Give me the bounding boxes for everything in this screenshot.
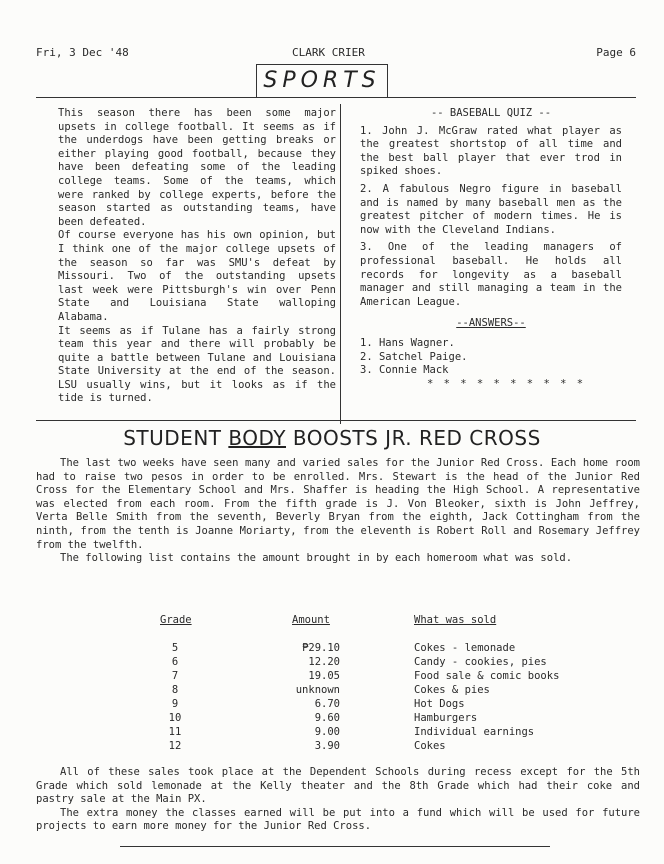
table-row bbox=[160, 642, 560, 656]
section-title: SPORTS bbox=[263, 68, 381, 93]
cell-what-sold: Cokes - lemonade bbox=[414, 642, 516, 654]
cell-amount: ₱29.10 bbox=[302, 642, 340, 654]
cell-what-sold: Candy - cookies, pies bbox=[414, 656, 547, 668]
table-header bbox=[160, 614, 560, 642]
cell-amount: 19.05 bbox=[308, 670, 340, 682]
answers-title: --ANSWERS-- bbox=[456, 317, 526, 330]
closing-text bbox=[36, 766, 640, 834]
sports-heading-box bbox=[256, 64, 388, 98]
cell-what-sold: Individual earnings bbox=[414, 726, 535, 738]
headline-part: BODY bbox=[228, 426, 286, 450]
header-rule-left bbox=[36, 97, 256, 98]
headline-part: BOOSTS JR. RED CROSS bbox=[286, 426, 541, 450]
answers-list bbox=[360, 337, 622, 378]
answer-item: 3. Connie Mack bbox=[360, 364, 449, 377]
headline-part: STUDENT bbox=[123, 426, 229, 450]
answer-item: 2. Satchel Paige. bbox=[360, 350, 468, 363]
cell-grade: 6 bbox=[171, 656, 179, 668]
cell-amount: 9.00 bbox=[314, 726, 340, 738]
cell-grade: 9 bbox=[171, 698, 179, 710]
cell-what-sold: Cokes bbox=[414, 740, 446, 752]
cell-amount: 6.70 bbox=[314, 698, 340, 710]
header-rule-right bbox=[388, 97, 636, 98]
table-body bbox=[160, 642, 560, 754]
bottom-rule bbox=[120, 846, 550, 847]
cell-amount: unknown bbox=[295, 684, 340, 696]
cell-grade: 12 bbox=[168, 740, 182, 752]
cell-what-sold: Hot Dogs bbox=[414, 698, 465, 710]
issue-date: Fri, 3 Dec '48 bbox=[36, 46, 129, 59]
table-row bbox=[160, 740, 560, 754]
header-amount: Amount bbox=[292, 614, 330, 626]
sales-table bbox=[160, 614, 560, 754]
masthead bbox=[36, 46, 636, 62]
cell-amount: 9.60 bbox=[314, 712, 340, 724]
paper-name: CLARK CRIER bbox=[292, 46, 365, 59]
cell-grade: 11 bbox=[168, 726, 182, 738]
table-row bbox=[160, 698, 560, 712]
table-row bbox=[160, 670, 560, 684]
cell-what-sold: Cokes & pies bbox=[414, 684, 490, 696]
quiz-question: 2. A fabulous Negro figure in baseball and is named by many baseball men as the greatest pitcher of modern times. He is now with the Cleveland Indians. bbox=[360, 182, 622, 236]
table-row bbox=[160, 712, 560, 726]
closing-paragraph: The extra money the classes earned will be put into a fund which will be used for future projects to earn more money for the Junior Red Cross. bbox=[36, 806, 640, 833]
header-what-sold: What was sold bbox=[414, 614, 497, 626]
cell-grade: 7 bbox=[171, 670, 179, 682]
red-cross-article bbox=[36, 457, 640, 566]
football-paragraph: It seems as if Tulane has a fairly strong team this year and there will probably be quite a battle between Tulane and Louisiana State University at the end of the season. LSU usually wins, but it looks as if the tide is turned. bbox=[58, 324, 336, 405]
closing-paragraph: All of these sales took place at the Dependent Schools during recess except for the 5th Grade which sold lemonade at the Kelly theater and the 8th Grade which had their coke and pastry sale at the Main PX. bbox=[36, 766, 640, 806]
article-paragraph: The last two weeks have seen many and varied sales for the Junior Red Cross. Each home room had to raise two pesos in order to be enrolled. Mrs. Stewart is the head of the Junior Red Cross for the Elementary School and Mrs. Shaffer is heading the High School. A representative was elected from each room. From the fifth grade is J. Von Bleoker, sixth is John Jeffrey, Verta Belle Smith from the seventh, Beverly Bryan from the eighth, Jack Cottingham from the ninth, from the tenth is Joanne Moriarty, from the eleventh is Robert Roll and Rosemary Jeffrey from the twelfth. bbox=[36, 457, 640, 551]
cell-what-sold: Hamburgers bbox=[414, 712, 478, 724]
football-paragraph: Of course everyone has his own opinion, but I think one of the major college upsets of the season so far was SMU's defeat by Missouri. Two of the outstanding upsets last week were Pittsburgh's win over Penn State and Louisiana State walloping Alabama. bbox=[58, 229, 336, 323]
article-paragraph: The following list contains the amount brought in by each homeroom what was sold. bbox=[60, 552, 573, 565]
table-row bbox=[160, 656, 560, 670]
cell-amount: 12.20 bbox=[308, 656, 340, 668]
table-row bbox=[160, 684, 560, 698]
header-grade: Grade bbox=[160, 614, 192, 626]
quiz-title: -- BASEBALL QUIZ -- bbox=[430, 107, 552, 119]
football-article bbox=[58, 107, 336, 406]
cell-grade: 5 bbox=[171, 642, 179, 654]
quiz-question: 1. John J. McGraw rated what player as the greatest shortstop of all time and the best ball player that ever trod in spiked shoes. bbox=[360, 124, 622, 178]
star-divider: * * * * * * * * * * bbox=[426, 377, 586, 390]
football-paragraph: This season there has been some major upsets in college football. It seems as if the underdogs have been getting breaks or either playing good football, because they have been defeating some of the leading college teams. Some of the teams, which were ranked by college experts, before the season started as outstanding teams, have been defeated. bbox=[58, 107, 336, 228]
baseball-quiz bbox=[360, 107, 622, 391]
section-rule bbox=[36, 420, 636, 421]
cell-grade: 10 bbox=[168, 712, 182, 724]
cell-grade: 8 bbox=[171, 684, 179, 696]
page-number: Page 6 bbox=[596, 46, 636, 59]
quiz-question: 3. One of the leading managers of professional baseball. He holds all records for longevity as a baseball manager and still managing a team in the American League. bbox=[360, 241, 622, 308]
cell-what-sold: Food sale & comic books bbox=[414, 670, 560, 682]
cell-amount: 3.90 bbox=[314, 740, 340, 752]
answer-item: 1. Hans Wagner. bbox=[360, 336, 455, 349]
column-divider bbox=[340, 104, 341, 424]
table-row bbox=[160, 726, 560, 740]
red-cross-headline bbox=[0, 426, 664, 450]
